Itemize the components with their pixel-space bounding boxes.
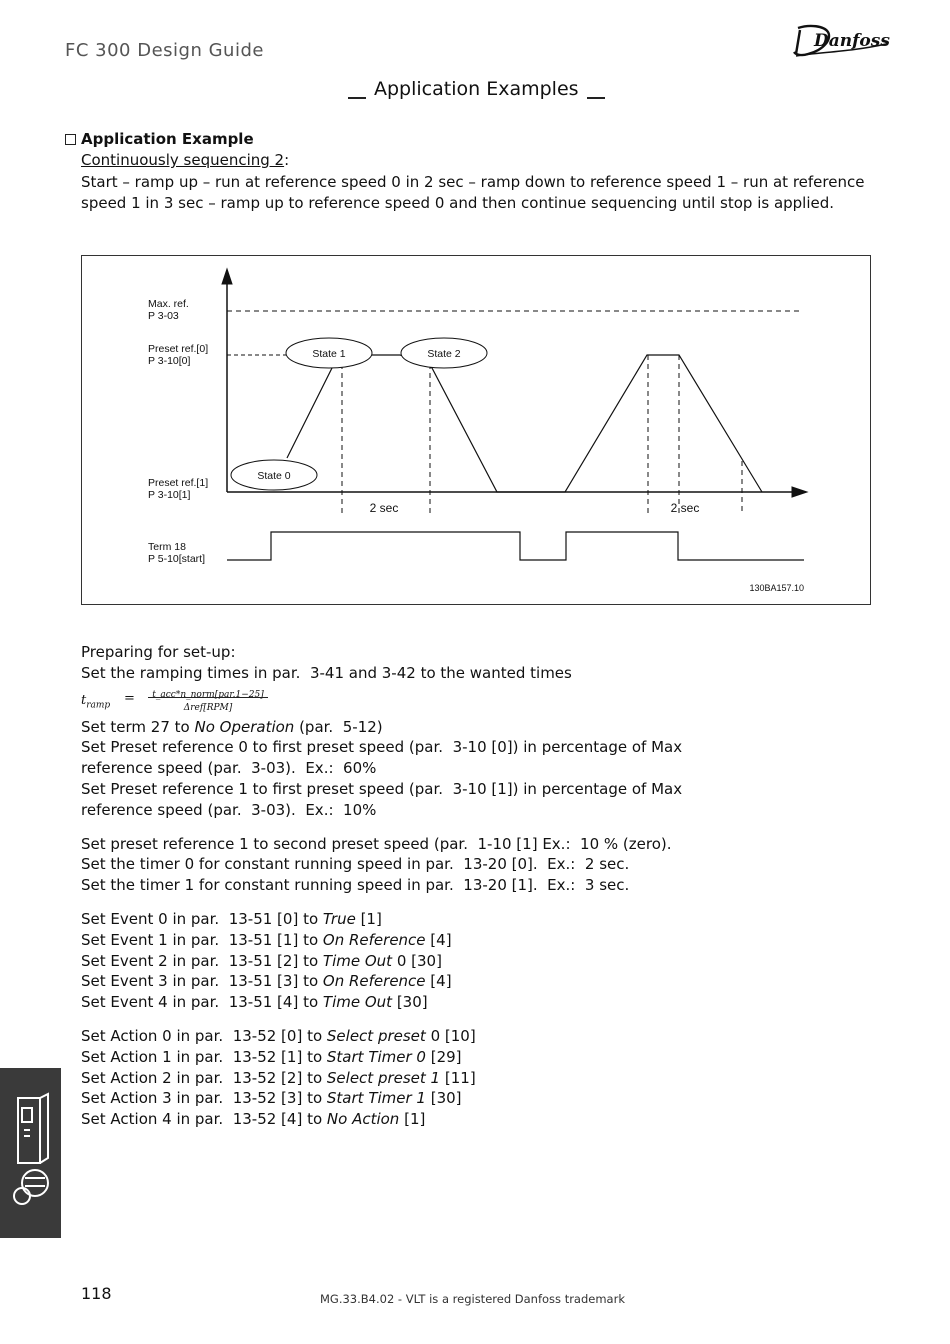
action-pre: Set Action 4 in par. 13-52 [4] to <box>81 1110 327 1129</box>
event-pre: Set Event 3 in par. 13-51 [3] to <box>81 972 323 991</box>
action-line <box>81 1047 901 1068</box>
preset-line: reference speed (par. 3-03). Ex.: 10% <box>81 800 377 819</box>
event-pre: Set Event 1 in par. 13-51 [1] to <box>81 930 323 949</box>
action-post: [11] <box>440 1068 476 1087</box>
action-pre: Set Action 3 in par. 13-52 [3] to <box>81 1089 327 1108</box>
term18-signal <box>227 532 804 560</box>
y-axis-arrow <box>222 269 232 284</box>
example-subheading <box>81 151 289 169</box>
title-dash-left <box>348 97 366 99</box>
example-heading: Application Example <box>81 130 254 148</box>
formula-lhs-var: t <box>81 692 87 708</box>
formula-lhs <box>81 691 110 716</box>
state0-label: State 0 <box>257 470 291 482</box>
time-label-1: 2 sec <box>369 501 399 515</box>
document-title: FC 300 Design Guide <box>65 40 264 61</box>
formula-denominator: Δref[RPM] <box>183 702 233 713</box>
event-value: Time Out <box>322 951 393 970</box>
event-post: [1] <box>355 909 382 928</box>
timer-line: Set the timer 0 for constant running speed in par. 13-20 [0]. Ex.: 2 sec. <box>81 855 630 874</box>
footer-text: MG.33.B4.02 - VLT is a registered Danfoss trademark <box>320 1292 625 1306</box>
speed-profile <box>287 355 762 492</box>
event-pre: Set Event 2 in par. 13-51 [2] to <box>81 951 323 970</box>
event-line <box>81 971 901 992</box>
preset1-label: Preset ref.[1] <box>148 477 209 489</box>
max-ref-label: Max. ref. <box>148 298 189 310</box>
subheading-text: Continuously sequencing 2 <box>81 151 285 169</box>
formula-numerator: t_acc*n_norm[par.1−25] <box>152 689 264 700</box>
event-line <box>81 930 901 951</box>
state1-label: State 1 <box>312 348 346 360</box>
subheading-suffix: : <box>284 151 290 169</box>
preset0-label: Preset ref.[0] <box>148 343 209 355</box>
section-title-text: Application Examples <box>374 78 579 100</box>
preset-line: Set Preset reference 0 to first preset speed (par. 3-10 [0]) in percentage of Max <box>81 738 683 757</box>
event-value: Time Out <box>322 993 393 1012</box>
event-post: [4] <box>425 930 452 949</box>
timer-line: Set the timer 1 for constant running speed in par. 13-20 [1]. Ex.: 3 sec. <box>81 876 630 895</box>
checkbox-bullet-icon <box>65 134 76 145</box>
event-line <box>81 909 901 930</box>
action-line <box>81 1109 901 1130</box>
preset-line: Set Preset reference 1 to first preset speed (par. 3-10 [1]) in percentage of Max <box>81 779 683 798</box>
logo-text: Danfoss <box>814 31 890 51</box>
term27-value: No Operation <box>194 717 295 736</box>
term-par: P 5-10[start] <box>148 553 206 565</box>
ramp-line: Set the ramping times in par. 3-41 and 3-42 to the wanted times <box>81 663 572 682</box>
setup-heading: Preparing for set-up: <box>81 643 236 661</box>
event-pre: Set Event 0 in par. 13-51 [0] to <box>81 909 323 928</box>
action-line <box>81 1026 901 1047</box>
example-description: Start – ramp up – run at reference speed 0 in 2 sec – ramp down to reference speed 1 – run at reference speed 1 in 3 sec – ramp up to reference speed 0 and then continue sequencing until stop is applied. <box>81 173 865 212</box>
preset1-par: P 3-10[1] <box>148 489 191 501</box>
event-value: On Reference <box>322 930 426 949</box>
action-line <box>81 1068 901 1089</box>
event-value: On Reference <box>322 972 426 991</box>
setup-instructions <box>81 642 901 1130</box>
term27-pre: Set term 27 to <box>81 717 195 736</box>
time-label-2: 2 sec <box>670 501 700 515</box>
chapter-side-tab <box>0 1068 61 1238</box>
timer-line: Set preset reference 1 to second preset speed (par. 1-10 [1] Ex.: 10 % (zero). <box>81 834 672 853</box>
action-pre: Set Action 0 in par. 13-52 [0] to <box>81 1026 327 1045</box>
action-pre: Set Action 2 in par. 13-52 [2] to <box>81 1068 327 1087</box>
action-line <box>81 1088 901 1109</box>
ramp-formula <box>81 684 901 717</box>
action-post: 0 [10] <box>425 1026 476 1045</box>
section-title <box>340 78 613 100</box>
event-value: True <box>322 909 356 928</box>
action-value: No Action <box>326 1110 400 1129</box>
event-post: [4] <box>425 972 452 991</box>
drive-motor-icon <box>0 1068 61 1238</box>
danfoss-logo-icon <box>790 22 890 60</box>
action-post: [30] <box>425 1089 462 1108</box>
event-line <box>81 992 901 1013</box>
event-pre: Set Event 4 in par. 13-51 [4] to <box>81 993 323 1012</box>
preset0-par: P 3-10[0] <box>148 355 191 367</box>
action-post: [29] <box>425 1047 462 1066</box>
event-line <box>81 951 901 972</box>
timing-diagram <box>81 255 871 605</box>
action-value: Select preset 1 <box>326 1068 441 1087</box>
action-value: Select preset <box>326 1026 426 1045</box>
term-label: Term 18 <box>148 541 186 553</box>
preset-line: reference speed (par. 3-03). Ex.: 60% <box>81 759 377 778</box>
action-value: Start Timer 0 <box>326 1047 426 1066</box>
formula-equals: = <box>124 690 135 706</box>
x-axis-arrow <box>792 487 807 497</box>
term27-post: (par. 5-12) <box>294 717 383 736</box>
state2-label: State 2 <box>427 348 461 360</box>
figure-id: 130BA157.10 <box>749 583 804 593</box>
page-number: 118 <box>81 1284 112 1303</box>
event-post: [30] <box>392 993 428 1012</box>
title-dash-right <box>587 97 605 99</box>
term27-line <box>81 717 901 738</box>
action-value: Start Timer 1 <box>326 1089 426 1108</box>
event-post: 0 [30] <box>392 951 442 970</box>
action-post: [1] <box>399 1110 426 1129</box>
action-pre: Set Action 1 in par. 13-52 [1] to <box>81 1047 327 1066</box>
max-ref-par: P 3-03 <box>148 310 179 322</box>
formula-lhs-sub: ramp <box>86 700 111 711</box>
